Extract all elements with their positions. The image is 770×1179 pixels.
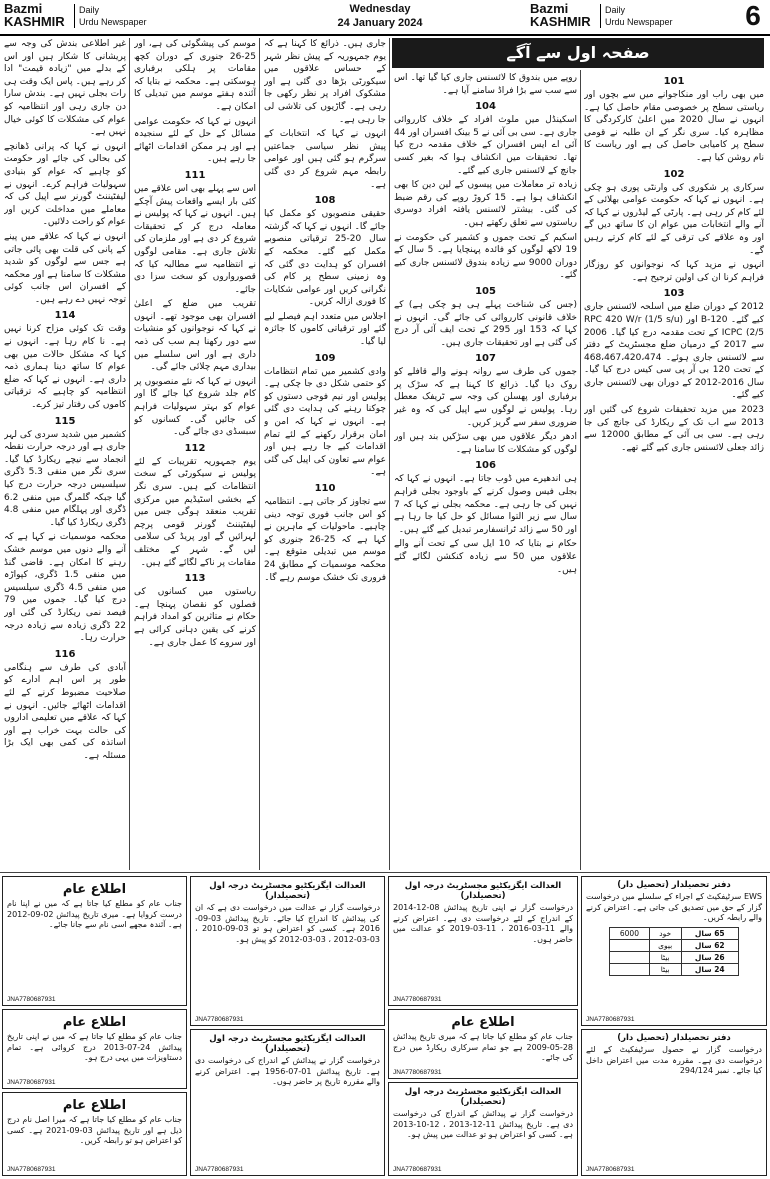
notice-body: درخواست گزار نے عدالت میں درخواست دی ہے کہ ان کی پیدائش کا اندراج کیا جائے۔ تاریخ پیدائش 03-09-2016 ہے۔ کسی کو اعتراض ہو تو 03-09-2010 ، 03-03-2012 ، 03-03-2012 کو پیش ہو۔ <box>195 903 380 944</box>
paragraph: موسم کی پیشگوئی کی ہے، اور 25-26 جنوری کے دوران کچھ مقامات پر ہلکی برفباری ہوسکتی ہے۔ محکمہ نے بتایا کہ آئندہ ہفتے موسم میں تبدیلی کا امکان ہے۔ <box>134 39 256 112</box>
paragraph: 2012 کے دوران ضلع میں اسلحہ لائسنس جاری کیے گئے۔ B-120 اور RPC 420 W/r (1/5 s/u) ICPC (2/5 کے تحت مقدمہ درج کیا گیا۔ 2006 سے 2017 کے درمیان ضلع مجسٹریٹ کے دفتر سے لائسنس جاری ہوئے۔ 468،467،420،474 کے تحت 120 بی آر پی سی کیس درج کیا گیا۔ سال 2016-2012 کے دوران بھی لائسنس جاری کیے گئے۔ <box>584 302 764 401</box>
notice-code: JNA7780687931 <box>7 996 56 1003</box>
paragraph: ہی اندھیرے میں ڈوب جاتا ہے۔ انہوں نے کہا کہ بجلی فیس وصول کرنے کے باوجود بجلی فراہم نہیں کی جا رہی ہے۔ محکمہ بجلی نے کہا کہ 7 سال سے زیر التوا مسائل کو حل کیا جا رہا ہے اور 50 سے زائد ٹرانسفارمر تبدیل کیے گئے ہیں۔ <box>394 474 577 535</box>
paragraph: اس سے پہلے بھی اس علاقے میں کئی بار ایسے واقعات پیش آچکے ہیں۔ انہوں نے کہا کہ پولیس نے معاملہ درج کر کے تحقیقات شروع کر دی ہے اور ملزمان کی تلاش جاری ہے۔ مقامی لوگوں نے انتظامیہ سے مطالبہ کیا کہ قصورواروں کو سخت سزا دی جائے۔ <box>134 183 256 295</box>
paragraph: اجلاس میں متعدد اہم فیصلے لیے گئے اور ترقیاتی کاموں کا جائزہ لیا گیا۔ <box>264 311 386 348</box>
table-cell-income <box>610 939 650 951</box>
tehsildar-notice <box>581 1029 767 1176</box>
paragraph: انہوں نے کہا کہ پرانی ڈھانچے کی بحالی کی جائے اور حکومت کو چاہیے کہ عوام کو بنیادی سہولیات فراہم کرے۔ انہوں نے لیفٹیننٹ گورنر سے اپیل کی کہ معاملے میں مداخلت کریں اور عوام کو راحت دلائیں۔ <box>4 141 126 228</box>
table-row <box>610 927 739 939</box>
paragraph: انہوں نے کہا کہ نئے منصوبوں پر کام جلد شروع کیا جائے گا اور عوام کو بہتر سہولیات فراہم کی جائیں گی۔ کسانوں کو سبسڈی دی جائے گی۔ <box>134 376 256 438</box>
notice-title: اطلاع عام <box>62 882 127 897</box>
paragraph: ادھر دیگر علاقوں میں بھی سڑکیں بند ہیں اور لوگوں کو مشکلات کا سامنا ہے۔ <box>394 432 577 455</box>
ews-family-table <box>609 927 739 976</box>
paragraph: غیر اطلاعی بندش کی وجہ سے پریشانی کا شکار ہیں اور اس کے بدلے میں "زیادہ قیمت" ادا کر رہے ہیں۔ پاس ایک وقت ہی رات بجلی نہیں ہے۔ بندش سارا دن جاری رہی اور انتظامیہ کو عوام کی مشکلات کا کوئی خیال نہیں ہے۔ <box>4 39 126 138</box>
paragraph: 2023 میں مزید تحقیقات شروع کی گئیں اور 2013 سے اب تک کے ریکارڈ کی جانچ کی جا رہی ہے۔ سی بی آئی کے مطابق 12000 سے زائد جعلی لائسنس جاری کیے گئے تھے۔ <box>584 405 764 453</box>
weekday: Wednesday <box>349 3 411 15</box>
paragraph: تقریب میں ضلع کے اعلیٰ افسران بھی موجود تھے۔ انہوں نے کہا کہ نوجوانوں کو منشیات سے دور رکھنا ہم سب کی ذمہ داری ہے اور اس سلسلے میں بیداری مہم چلائی جائے گی۔ <box>134 299 256 373</box>
notice-body: درخواست گزار نے حصول سرٹیفکیٹ کے لئے درخواست دی ہے۔ مقررہ مدت میں اعتراض داخل کیا جائے۔ نمبر 294/124 <box>586 1045 762 1075</box>
notice-title: العدالت ایگزیکٹیو مجسٹریٹ درجہ اول (تحصیلدار) <box>209 1034 366 1054</box>
story-number: 116 <box>54 648 76 660</box>
column-rule <box>389 38 390 870</box>
notice-body: EWS سرٹیفکیٹ کے اجراء کے سلسلے میں درخواست گزار کے حق میں تصدیق کی جاتی ہے۔ اعتراض کرنے والے رابطہ کریں۔ <box>586 892 762 922</box>
notice-code: JNA7780687931 <box>393 996 442 1003</box>
notice-code: JNA7780687931 <box>586 1016 635 1023</box>
paragraph: ریاستوں میں کسانوں کی فصلوں کو نقصان پہنچا ہے۔ حکام نے متاثرین کو امداد فراہم کرنے کی یقین دہانی کرائی ہے اور سروے کا عمل جاری ہے۔ <box>134 587 256 648</box>
masthead-daily-right: Daily <box>605 5 626 15</box>
notice-code: JNA7780687931 <box>195 1016 244 1023</box>
masthead-sub-right <box>600 4 673 28</box>
story-number: 109 <box>314 352 336 364</box>
masthead-bazmi-right: Bazmi <box>530 1 569 16</box>
paragraph: حکام نے بتایا کہ 10 ایل سی کے تحت آنے والے علاقوں میں 50 سے زیادہ کنکشن لگائے گئے ہیں۔ <box>394 539 577 575</box>
paragraph: کشمیر میں شدید سردی کی لہر جاری ہے اور درجہ حرارت نقطہ انجماد سے نیچے ریکارڈ کیا گیا۔ سری نگر میں منفی 5.3 ڈگری سیلسیس درجہ حرارت درج کیا گیا جبکہ گلمرگ میں منفی 6.2 ڈگری اور پہلگام میں منفی 4.8 ڈگری ریکارڈ کیا گیا۔ <box>4 429 126 528</box>
masthead-urdu: Urdu Newspaper <box>79 17 147 27</box>
paragraph: اسکیم کے تحت جموں و کشمیر کی حکومت نے 19 لاکھ لوگوں کو فائدہ پہنچایا ہے۔ 5 سال کے دوران 9000 سے زیادہ بندوق لائسنس جاری کیے گئے۔ <box>394 232 577 281</box>
masthead-bazmi: Bazmi <box>4 1 43 16</box>
masthead-daily: Daily <box>79 5 100 15</box>
public-notice <box>2 1092 187 1176</box>
notice-title: اطلاع عام <box>62 1098 127 1113</box>
article-column-1 <box>4 38 126 870</box>
paragraph: روپے میں بندوق کا لائسنس جاری کیا گیا تھا۔ اس سے سب سے بڑا فراڈ سامنے آیا ہے۔ <box>394 73 577 96</box>
paragraph: وادی کشمیر میں تمام انتظامات کو حتمی شکل دی جا چکی ہے۔ پولیس اور نیم فوجی دستوں کو چوکنا رہنے کی ہدایت دی گئی ہے۔ انہوں نے کہا کہ امن و امان برقرار رکھنے کے لئے تمام اقدامات کیے جا رہے ہیں اور عوام سے تعاون کی اپیل کی گئی ہے۔ <box>264 366 386 478</box>
article-column-5 <box>584 72 764 870</box>
table-cell-rel: بیٹا <box>649 963 681 975</box>
notice-code: JNA7780687931 <box>7 1166 56 1173</box>
paragraph: جاری ہیں۔ ذرائع کا کہنا ہے کہ یوم جمہوریہ کے پیش نظر شہر کے حساس علاقوں میں سیکورٹی بڑھا دی گئی ہے اور مشکوک افراد پر نظر رکھی جا رہی ہے۔ گاڑیوں کی تلاشی لی جا رہی ہے۔ <box>264 39 386 125</box>
court-notice <box>190 876 385 1026</box>
story-number: 115 <box>54 415 76 427</box>
story-number: 112 <box>184 442 206 454</box>
story-number: 111 <box>184 169 206 181</box>
paragraph: زیادہ تر معاملات میں پیسوں کے لین دین کا بھی انکشاف ہوا ہے۔ 15 کروڑ روپے کی رقم ضبط کی گئی۔ بیشتر لائسنس یافتہ افراد دوسری ریاستوں سے تعلق رکھتے ہیں۔ <box>394 180 577 228</box>
masthead-right <box>530 1 673 29</box>
article-column-2 <box>134 38 256 870</box>
notice-body: جناب عام کو مطلع کیا جاتا ہے کہ میں نے اپنا نام درست کروایا ہے۔ میری تاریخ پیدائش 02-09-2012 ہے۔ آئندہ مجھے اسی نام سے جانا جائے۔ <box>7 899 182 929</box>
table-row <box>610 951 739 963</box>
paragraph: میں بھی راب اور منکاجوانے میں سے بچوں اور ریاستی سطح پر خصوصی مقام حاصل کیا ہے۔ انہوں نے سال 2020 میں اعلیٰ کارکردگی کا مظاہرہ کیا۔ سری نگر کے ان طلبہ نے قومی سطح پر کامیابی حاصل کی ہے اور ریاست کا نام روشن کیا ہے۔ <box>584 90 764 163</box>
section-banner: صفحہ اول سے آگے <box>392 38 764 68</box>
article-column-4 <box>394 72 577 870</box>
table-cell-age: 26 سال <box>681 951 739 963</box>
section-rule <box>0 872 770 873</box>
notice-code: JNA7780687931 <box>393 1069 442 1076</box>
paragraph: (جس کی شناخت پہلے ہی ہو چکی ہے) کے خلاف قانونی کارروائی کی جائے گی۔ انہوں نے کہا کہ 153 اور 295 کے تحت ایف آئی آر درج کی گئی ہے اور تحقیقات جاری ہیں۔ <box>394 299 577 348</box>
table-row <box>610 939 739 951</box>
column-rule <box>129 38 130 870</box>
story-number: 103 <box>663 288 685 300</box>
paragraph: آبادی کی طرف سے ہنگامی طور پر اس اہم ادارے کو صلاحیت مضبوط کرنے کے لئے اقدامات اٹھائے جائیں۔ انہوں نے کہا کہ علاقے میں تعلیمی اداروں کی حالت بہت خراب ہے اور اساتذہ کی کمی بھی ایک بڑا مسئلہ ہے۔ <box>4 662 126 761</box>
notice-body: جناب عام کو مطلع کیا جاتا ہے کہ میری تاریخ پیدائش 28-05-2009 ہے جو تمام سرکاری ریکارڈ میں درج کی جائے۔ <box>393 1032 573 1062</box>
page-header <box>0 0 770 36</box>
paragraph: انہوں نے کہا کہ انتخابات کے پیش نظر سیاسی جماعتیں سرگرم ہو گئی ہیں اور عوامی رابطہ مہم شروع کر دی گئی ہے۔ <box>264 129 386 190</box>
story-number: 114 <box>54 310 76 322</box>
table-cell-rel: بیٹا <box>649 951 681 963</box>
story-number: 104 <box>475 101 496 113</box>
table-cell-rel: بیوی <box>649 939 681 951</box>
table-row <box>610 963 739 975</box>
story-number: 105 <box>475 285 496 297</box>
masthead-kashmir: KASHMIR <box>4 14 65 29</box>
notice-body: جناب عام کو مطلع کیا جاتا ہے کہ میرا اصل نام درج ذیل ہے اور تاریخ پیدائش 03-09-2021 ہے۔ کسی کو اعتراض ہو تو رابطہ کریں۔ <box>7 1115 182 1145</box>
paragraph: سرکاری پر شکوری کی وارنٹی پوری ہو چکی ہے۔ انہوں نے کہا کہ حکومت عوامی بھلائی کے لئے کام کر رہی ہے۔ پارٹی کے لیڈروں نے کہا کہ آنے والے انتخابات میں عوام ان کا ساتھ دیں گے اور وہ علاقے کی ترقی کے لئے کام کرتے رہیں گے۔ <box>584 182 764 256</box>
column-rule <box>259 38 260 870</box>
paragraph: انہوں نے کہا کہ حکومت عوامی مسائل کے حل کے لئے سنجیدہ ہے اور ہر ممکن اقدامات اٹھائے جا رہے ہیں۔ <box>134 116 256 165</box>
story-number: 101 <box>663 76 685 87</box>
notice-code: JNA7780687931 <box>586 1166 635 1173</box>
paragraph: حقیقی منصوبوں کو مکمل کیا جائے گا۔ انہوں نے کہا کہ گزشتہ سال 20-25 ترقیاتی منصوبے مکمل کیے گئے۔ محکمہ کے افسران کو ہدایت دی گئی کہ وہ زمینی سطح پر کام کی نگرانی کریں اور عوامی شکایات کا فوری ازالہ کریں۔ <box>264 209 386 308</box>
table-cell-age: 24 سال <box>681 963 739 975</box>
masthead-urdu-right: Urdu Newspaper <box>605 17 673 27</box>
masthead-left <box>4 1 147 29</box>
page-number: 6 <box>745 0 761 31</box>
court-notice <box>190 1029 385 1176</box>
story-number: 107 <box>475 353 496 365</box>
notice-title: دفتر تحصیلدار (تحصیل دار) <box>617 1033 731 1043</box>
story-number: 106 <box>475 460 496 472</box>
public-notice <box>2 876 187 1006</box>
paragraph: انہوں نے کہا کہ علاقے میں پینے کے پانی کی قلت بھی پائی جاتی ہے جس سے لوگوں کو شدید مشکلات کا سامنا ہے اور محکمہ کے افسران اس جانب کوئی توجہ نہیں دے رہے ہیں۔ <box>4 231 126 305</box>
court-notice <box>388 876 578 1006</box>
story-number: 113 <box>184 573 206 585</box>
table-cell-rel: خود <box>649 927 681 939</box>
court-notice <box>388 1082 578 1176</box>
column-rule <box>580 70 581 870</box>
public-notice <box>388 1009 578 1079</box>
paragraph: سے تجاوز کر جاتی ہے۔ انتظامیہ کو اس جانب فوری توجہ دینی چاہیے۔ ماحولیات کے ماہرین نے کہا ہے کہ 25-26 جنوری کو موسم میں تبدیلی متوقع ہے۔ محکمہ موسمیات کے مطابق 24 فروری تک خشک موسم رہے گا۔ <box>264 497 386 583</box>
tehsildar-notice <box>581 876 767 1026</box>
notice-title: دفتر تحصیلدار (تحصیل دار) <box>617 880 731 890</box>
masthead-kashmir-right: KASHMIR <box>530 14 591 29</box>
notice-title: العدالت ایگزیکٹیو مجسٹریٹ درجہ اول (تحصیلدار) <box>404 881 562 901</box>
notice-title: العدالت ایگزیکٹیو مجسٹریٹ درجہ اول (تحصیلدار) <box>209 881 366 901</box>
table-cell-age: 62 سال <box>681 939 739 951</box>
notice-body: درخواست گزار نے پیدائش کے اندراج کی درخواست دی ہے۔ تاریخ پیدائش 11-12-2013 ، 12-10-2013 ہے۔ کسی کو اعتراض ہو تو عدالت میں پیش ہو۔ <box>393 1109 574 1139</box>
paragraph: محکمہ موسمیات نے کہا ہے کہ آنے والے دنوں میں موسم خشک رہنے کا امکان ہے۔ قاضی گنڈ میں منفی 1.5 ڈگری، کپواڑہ میں منفی 4.5 ڈگری سیلسیس درج کیا گیا۔ جموں میں 79 فیصد نمی ریکارڈ کی گئی اور 22 ڈگری زیادہ سے زیادہ درجہ حرارت رہا۔ <box>4 532 126 644</box>
paragraph: یوم جمہوریہ تقریبات کے لئے پولیس نے سیکورٹی کے سخت انتظامات کیے ہیں۔ سری نگر کے بخشی اسٹیڈیم میں مرکزی تقریب منعقد ہوگی جس میں لیفٹیننٹ گورنر قومی پرچم لہرائیں گے اور پریڈ کی سلامی لیں گے۔ شہر کے مختلف مقامات پر ناکے لگائے گئے ہیں۔ <box>134 456 256 568</box>
notice-title: العدالت ایگزیکٹیو مجسٹریٹ درجہ اول (تحصیلدار) <box>404 1087 562 1107</box>
table-cell-income: 6000 <box>610 927 650 939</box>
story-number: 110 <box>314 483 336 494</box>
notice-body: درخواست گزار نے اپنی تاریخ پیدائش 08-12-2014 کے اندراج کے لئے درخواست دی ہے۔ اعتراض کرنے والے 11-03-2016 ، 11-03-2019 کو عدالت میں حاضر ہوں۔ <box>393 903 573 944</box>
paragraph: وقت تک کوئی مزاح کرنا نہیں ہے۔ نا کام رہا ہے۔ انہوں نے کہا کہ مشکل حالات میں بھی عوام کا ساتھ دینا ہماری ذمہ داری ہے۔ انہوں نے کہا کہ ضلع انتظامیہ کو چاہیے کہ ترقیاتی کاموں کی رفتار تیز کرے۔ <box>4 324 126 411</box>
notice-body: درخواست گزار نے پیدائش کے اندراج کی درخواست دی ہے۔ تاریخ پیدائش 01-07-1956 ہے۔ اعتراض کرنے والے مقررہ تاریخ پر حاضر ہوں۔ <box>195 1056 380 1086</box>
masthead-sub <box>74 4 147 28</box>
notice-title: اطلاع عام <box>62 1015 127 1030</box>
story-number: 108 <box>314 195 336 207</box>
story-number: 102 <box>663 168 685 180</box>
public-notice <box>2 1009 187 1089</box>
notice-code: JNA7780687931 <box>393 1166 442 1173</box>
notice-body: جناب عام کو مطلع کیا جاتا ہے کہ میں نے اپنی تاریخ پیدائش 24-07-2013 درج کروائی ہے۔ تمام دستاویزات میں یہی درج ہو۔ <box>7 1032 182 1062</box>
paragraph: جموں کی طرف سے روانہ ہونے والے قافلے کو روک دیا گیا۔ ذرائع کا کہنا ہے کہ سڑک پر برفباری اور پھسلن کی وجہ سے ٹریفک معطل رہا۔ پولیس نے لوگوں سے اپیل کی کہ وہ غیر ضروری سفر سے گریز کریں۔ <box>394 367 577 428</box>
date-box <box>315 2 445 30</box>
paragraph: انہوں نے مزید کہا کہ نوجوانوں کو روزگار فراہم کرنا ان کی اولین ترجیح ہے۔ <box>584 260 764 283</box>
issue-date: 24 January 2024 <box>337 17 423 29</box>
table-cell-income <box>610 951 650 963</box>
paragraph: اسکینڈل میں ملوث افراد کے خلاف کارروائی جاری ہے۔ سی بی آئی نے 5 بینک افسران اور 44 آئی اے ایس افسران کے خلاف مقدمہ درج کیا تھا۔ تحقیقات میں انکشاف ہوا کہ بغیر کسی جانچ کے لائسنس جاری کیے گئے۔ <box>394 115 577 176</box>
article-column-3 <box>264 38 386 870</box>
notice-title: اطلاع عام <box>451 1015 515 1030</box>
notice-code: JNA7780687931 <box>7 1079 56 1086</box>
table-cell-income <box>610 963 650 975</box>
notice-code: JNA7780687931 <box>195 1166 244 1173</box>
table-cell-age: 65 سال <box>681 927 739 939</box>
